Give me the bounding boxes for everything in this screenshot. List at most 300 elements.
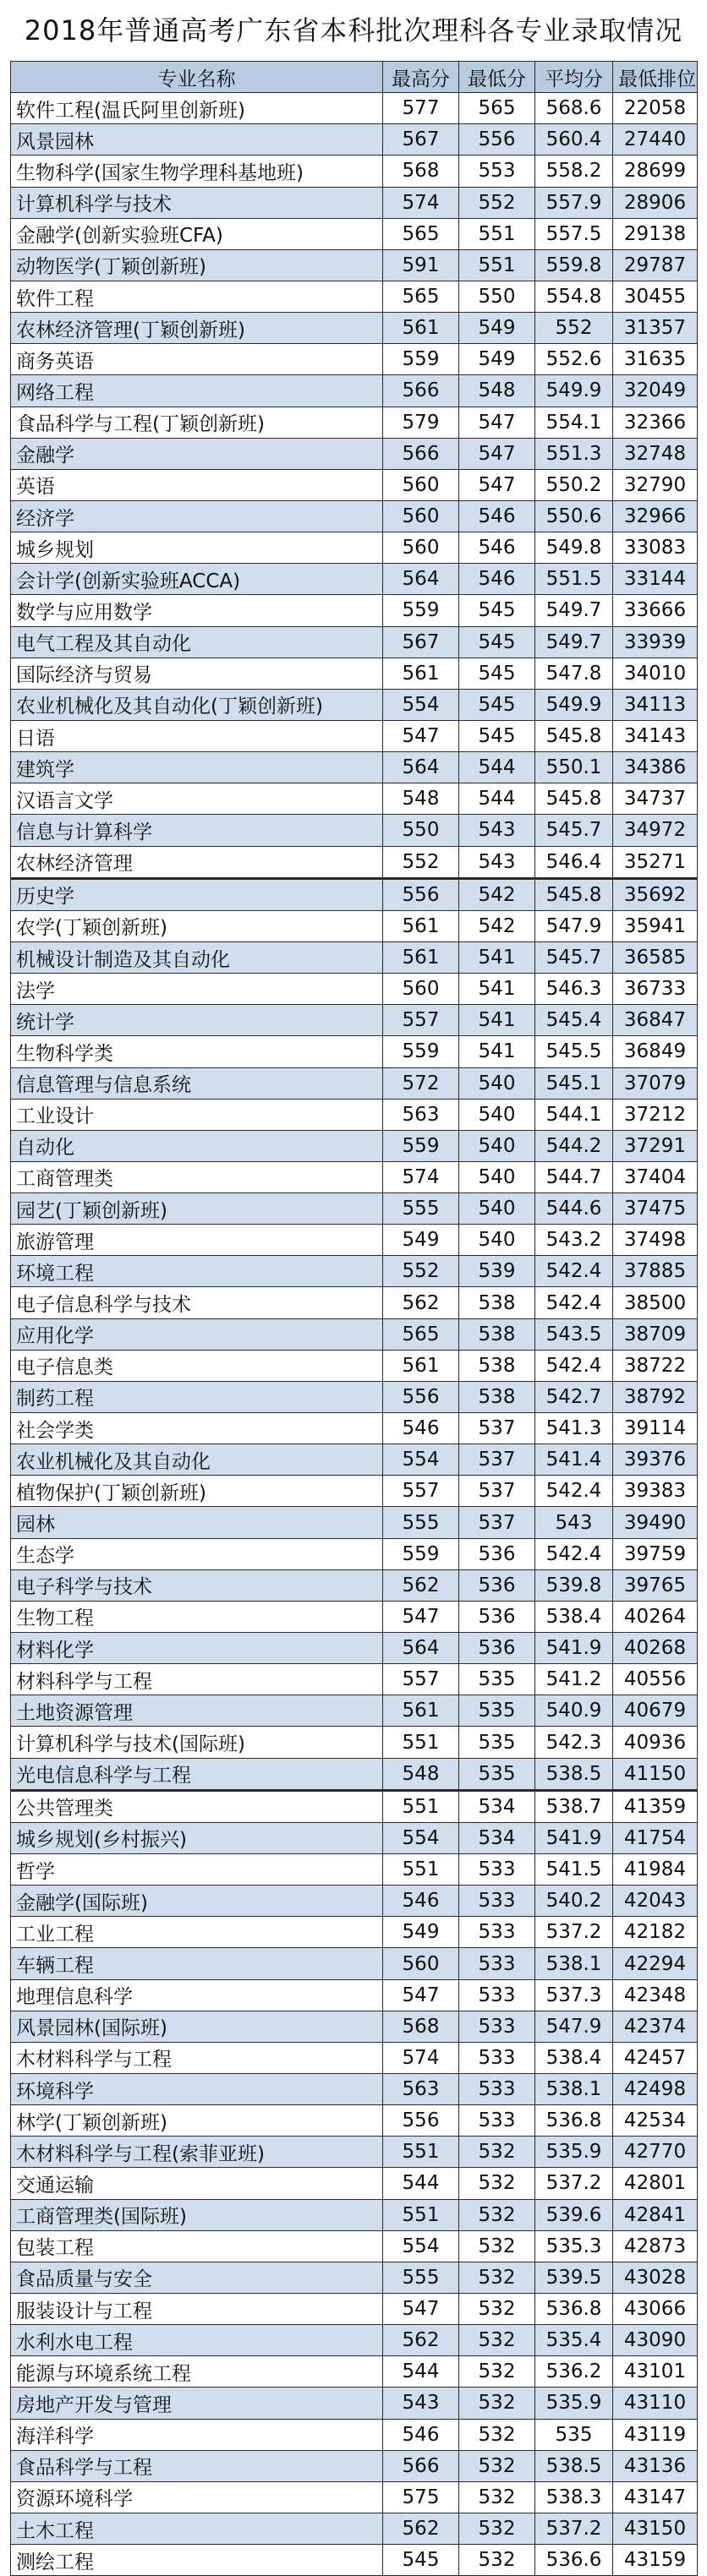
table-row <box>11 2199 698 2230</box>
table-row <box>11 1727 698 1758</box>
cell-min-rank: 42182 <box>613 1917 698 1948</box>
cell-major-name: 自动化 <box>11 1130 383 1161</box>
cell-major-name: 金融学 <box>11 438 383 469</box>
cell-min-score: 536 <box>459 1538 535 1569</box>
table-row <box>11 1695 698 1727</box>
cell-min-rank: 43028 <box>613 2262 698 2293</box>
cell-major-name: 统计学 <box>11 1005 383 1036</box>
cell-major-name: 材料科学与工程 <box>11 1664 383 1695</box>
cell-max-score: 568 <box>383 156 459 187</box>
cell-major-name: 园艺(丁颖创新班) <box>11 1193 383 1225</box>
table-row <box>11 1664 698 1695</box>
table-row <box>11 1948 698 1979</box>
cell-avg-score: 541.5 <box>535 1854 613 1886</box>
cell-max-score: 561 <box>383 1350 459 1381</box>
cell-major-name: 光电信息科学与工程 <box>11 1758 383 1790</box>
table-row <box>11 941 698 973</box>
cell-major-name: 生物科学(国家生物学理科基地班) <box>11 156 383 187</box>
cell-max-score: 579 <box>383 407 459 438</box>
cell-min-rank: 43090 <box>613 2325 698 2356</box>
cell-min-score: 532 <box>459 2450 535 2481</box>
cell-min-score: 532 <box>459 2545 535 2576</box>
cell-max-score: 551 <box>383 1854 459 1886</box>
cell-major-name: 电子信息科学与技术 <box>11 1287 383 1318</box>
cell-max-score: 555 <box>383 1507 459 1538</box>
cell-min-score: 547 <box>459 438 535 469</box>
cell-min-score: 549 <box>459 344 535 375</box>
cell-max-score: 546 <box>383 2419 459 2450</box>
cell-min-rank: 34972 <box>613 815 698 846</box>
cell-min-rank: 35692 <box>613 878 698 910</box>
cell-major-name: 食品质量与安全 <box>11 2262 383 2293</box>
cell-min-rank: 39383 <box>613 1476 698 1507</box>
cell-major-name: 农林经济管理(丁颖创新班) <box>11 313 383 344</box>
cell-min-score: 536 <box>459 1569 535 1601</box>
cell-max-score: 557 <box>383 1005 459 1036</box>
cell-max-score: 574 <box>383 1161 459 1192</box>
cell-major-name: 资源环境科学 <box>11 2481 383 2513</box>
cell-min-score: 541 <box>459 974 535 1005</box>
cell-max-score: 591 <box>383 249 459 281</box>
cell-min-rank: 43101 <box>613 2356 698 2388</box>
cell-major-name: 能源与环境系统工程 <box>11 2356 383 2388</box>
cell-avg-score: 538.4 <box>535 1601 613 1632</box>
cell-avg-score: 537.3 <box>535 1979 613 2011</box>
cell-min-rank: 43136 <box>613 2450 698 2481</box>
cell-major-name: 旅游管理 <box>11 1225 383 1256</box>
cell-avg-score: 535.4 <box>535 2325 613 2356</box>
cell-min-score: 547 <box>459 469 535 500</box>
table-row <box>11 2356 698 2388</box>
cell-min-score: 532 <box>459 2199 535 2230</box>
cell-max-score: 552 <box>383 1256 459 1287</box>
cell-max-score: 556 <box>383 2105 459 2137</box>
table-row <box>11 1161 698 1192</box>
cell-min-score: 537 <box>459 1444 535 1476</box>
cell-major-name: 国际经济与贸易 <box>11 658 383 689</box>
cell-min-rank: 40679 <box>613 1695 698 1727</box>
cell-avg-score: 544.7 <box>535 1161 613 1192</box>
table-row <box>11 469 698 500</box>
cell-avg-score: 535.9 <box>535 2388 613 2419</box>
cell-major-name: 农林经济管理 <box>11 846 383 878</box>
table-body <box>11 93 698 2576</box>
cell-max-score: 556 <box>383 878 459 910</box>
cell-avg-score: 557.9 <box>535 187 613 218</box>
cell-min-rank: 37404 <box>613 1161 698 1192</box>
cell-major-name: 生物科学类 <box>11 1036 383 1067</box>
cell-min-rank: 43147 <box>613 2481 698 2513</box>
cell-major-name: 工商管理类 <box>11 1161 383 1192</box>
cell-max-score: 562 <box>383 2325 459 2356</box>
cell-max-score: 565 <box>383 281 459 312</box>
cell-avg-score: 560.4 <box>535 124 613 156</box>
cell-min-rank: 33666 <box>613 595 698 626</box>
cell-min-score: 550 <box>459 281 535 312</box>
cell-min-rank: 32790 <box>613 469 698 500</box>
cell-avg-score: 538.4 <box>535 2042 613 2073</box>
cell-min-score: 551 <box>459 249 535 281</box>
header-min-score: 最低分 <box>459 62 535 93</box>
cell-major-name: 经济学 <box>11 500 383 532</box>
cell-max-score: 560 <box>383 974 459 1005</box>
cell-min-rank: 29787 <box>613 249 698 281</box>
cell-major-name: 机械设计制造及其自动化 <box>11 941 383 973</box>
cell-max-score: 559 <box>383 595 459 626</box>
cell-major-name: 金融学(创新实验班CFA) <box>11 218 383 249</box>
cell-min-rank: 43066 <box>613 2293 698 2324</box>
cell-max-score: 559 <box>383 344 459 375</box>
cell-avg-score: 543.5 <box>535 1318 613 1350</box>
cell-avg-score: 545.7 <box>535 815 613 846</box>
cell-avg-score: 536.8 <box>535 2105 613 2137</box>
cell-avg-score: 542.4 <box>535 1350 613 1381</box>
cell-min-score: 538 <box>459 1318 535 1350</box>
table-row <box>11 783 698 815</box>
table-row <box>11 2325 698 2356</box>
table-row <box>11 1036 698 1067</box>
cell-min-rank: 37212 <box>613 1099 698 1130</box>
cell-min-score: 565 <box>459 93 535 124</box>
cell-min-score: 545 <box>459 689 535 720</box>
cell-avg-score: 539.6 <box>535 2199 613 2230</box>
cell-max-score: 562 <box>383 1569 459 1601</box>
cell-min-rank: 36733 <box>613 974 698 1005</box>
cell-major-name: 金融学(国际班) <box>11 1886 383 1917</box>
table-row <box>11 878 698 910</box>
cell-major-name: 农业机械化及其自动化(丁颖创新班) <box>11 689 383 720</box>
cell-max-score: 550 <box>383 815 459 846</box>
table-row <box>11 1476 698 1507</box>
cell-major-name: 哲学 <box>11 1854 383 1886</box>
cell-avg-score: 547.9 <box>535 2011 613 2042</box>
cell-major-name: 食品科学与工程(丁颖创新班) <box>11 407 383 438</box>
cell-max-score: 567 <box>383 626 459 658</box>
cell-avg-score: 568.6 <box>535 93 613 124</box>
cell-min-rank: 42294 <box>613 1948 698 1979</box>
cell-min-rank: 42873 <box>613 2230 698 2262</box>
table-row <box>11 156 698 187</box>
cell-min-rank: 42457 <box>613 2042 698 2073</box>
table-row <box>11 1886 698 1917</box>
cell-major-name: 电子信息类 <box>11 1350 383 1381</box>
cell-major-name: 英语 <box>11 469 383 500</box>
cell-avg-score: 545.5 <box>535 1036 613 1067</box>
cell-min-rank: 38722 <box>613 1350 698 1381</box>
cell-min-rank: 37291 <box>613 1130 698 1161</box>
cell-min-score: 541 <box>459 1005 535 1036</box>
cell-avg-score: 550.2 <box>535 469 613 500</box>
cell-max-score: 564 <box>383 1633 459 1664</box>
cell-avg-score: 552.6 <box>535 344 613 375</box>
table-row <box>11 93 698 124</box>
cell-major-name: 信息与计算科学 <box>11 815 383 846</box>
cell-avg-score: 546.3 <box>535 974 613 1005</box>
cell-major-name: 汉语言文学 <box>11 783 383 815</box>
table-row <box>11 595 698 626</box>
cell-major-name: 城乡规划(乡村振兴) <box>11 1822 383 1853</box>
cell-min-score: 534 <box>459 1790 535 1822</box>
cell-min-rank: 43119 <box>613 2419 698 2450</box>
cell-avg-score: 538.1 <box>535 2074 613 2105</box>
cell-min-score: 552 <box>459 187 535 218</box>
table-row <box>11 1381 698 1412</box>
cell-min-score: 545 <box>459 720 535 751</box>
cell-major-name: 海洋科学 <box>11 2419 383 2450</box>
cell-major-name: 城乡规划 <box>11 532 383 564</box>
cell-avg-score: 539.5 <box>535 2262 613 2293</box>
cell-avg-score: 544.6 <box>535 1193 613 1225</box>
cell-major-name: 网络工程 <box>11 375 383 407</box>
cell-max-score: 559 <box>383 1538 459 1569</box>
cell-min-rank: 40268 <box>613 1633 698 1664</box>
cell-avg-score: 550.1 <box>535 752 613 783</box>
cell-min-score: 532 <box>459 2230 535 2262</box>
table-row <box>11 438 698 469</box>
cell-min-score: 533 <box>459 1917 535 1948</box>
cell-max-score: 563 <box>383 1099 459 1130</box>
table-row <box>11 910 698 941</box>
cell-avg-score: 536.8 <box>535 2293 613 2324</box>
table-row <box>11 752 698 783</box>
cell-avg-score: 547.8 <box>535 658 613 689</box>
cell-max-score: 564 <box>383 564 459 595</box>
cell-min-rank: 42801 <box>613 2168 698 2199</box>
cell-major-name: 测绘工程 <box>11 2545 383 2576</box>
cell-min-score: 532 <box>459 2513 535 2544</box>
cell-max-score: 574 <box>383 187 459 218</box>
cell-min-score: 542 <box>459 878 535 910</box>
cell-max-score: 555 <box>383 1193 459 1225</box>
table-row <box>11 1193 698 1225</box>
cell-avg-score: 547.9 <box>535 910 613 941</box>
cell-avg-score: 544.1 <box>535 1099 613 1130</box>
cell-avg-score: 535.3 <box>535 2230 613 2262</box>
cell-max-score: 549 <box>383 1917 459 1948</box>
cell-min-rank: 31357 <box>613 313 698 344</box>
cell-min-rank: 37475 <box>613 1193 698 1225</box>
cell-min-score: 535 <box>459 1758 535 1790</box>
cell-major-name: 数学与应用数学 <box>11 595 383 626</box>
cell-major-name: 园林 <box>11 1507 383 1538</box>
cell-max-score: 565 <box>383 1318 459 1350</box>
cell-major-name: 公共管理类 <box>11 1790 383 1822</box>
cell-min-score: 549 <box>459 313 535 344</box>
cell-min-rank: 22058 <box>613 93 698 124</box>
table-row <box>11 2481 698 2513</box>
cell-min-score: 545 <box>459 658 535 689</box>
cell-min-rank: 37885 <box>613 1256 698 1287</box>
cell-major-name: 环境工程 <box>11 1256 383 1287</box>
table-row <box>11 815 698 846</box>
table-row <box>11 1507 698 1538</box>
cell-max-score: 557 <box>383 1476 459 1507</box>
cell-avg-score: 545.7 <box>535 941 613 973</box>
cell-major-name: 电子科学与技术 <box>11 1569 383 1601</box>
table-row <box>11 500 698 532</box>
cell-min-score: 540 <box>459 1225 535 1256</box>
cell-major-name: 木材料科学与工程 <box>11 2042 383 2073</box>
table-row <box>11 344 698 375</box>
cell-max-score: 564 <box>383 752 459 783</box>
cell-min-rank: 31635 <box>613 344 698 375</box>
table-row <box>11 2450 698 2481</box>
cell-major-name: 信息管理与信息系统 <box>11 1067 383 1099</box>
cell-avg-score: 536.6 <box>535 2545 613 2576</box>
cell-major-name: 日语 <box>11 720 383 751</box>
table-row <box>11 1979 698 2011</box>
cell-min-score: 537 <box>459 1413 535 1444</box>
cell-major-name: 历史学 <box>11 878 383 910</box>
cell-avg-score: 542.4 <box>535 1538 613 1569</box>
cell-min-score: 536 <box>459 1633 535 1664</box>
cell-major-name: 包装工程 <box>11 2230 383 2262</box>
cell-max-score: 559 <box>383 1130 459 1161</box>
cell-min-score: 542 <box>459 910 535 941</box>
cell-min-rank: 36847 <box>613 1005 698 1036</box>
cell-avg-score: 550.6 <box>535 500 613 532</box>
cell-max-score: 560 <box>383 1948 459 1979</box>
cell-min-rank: 28699 <box>613 156 698 187</box>
cell-min-rank: 34143 <box>613 720 698 751</box>
cell-min-rank: 33144 <box>613 564 698 595</box>
cell-major-name: 材料化学 <box>11 1633 383 1664</box>
cell-max-score: 565 <box>383 218 459 249</box>
cell-min-rank: 38792 <box>613 1381 698 1412</box>
table-row <box>11 375 698 407</box>
cell-min-rank: 32748 <box>613 438 698 469</box>
cell-min-rank: 39759 <box>613 1538 698 1569</box>
cell-max-score: 562 <box>383 2513 459 2544</box>
cell-avg-score: 546.4 <box>535 846 613 878</box>
header-max-score: 最高分 <box>383 62 459 93</box>
table-row <box>11 2262 698 2293</box>
cell-max-score: 548 <box>383 1758 459 1790</box>
cell-avg-score: 542.4 <box>535 1287 613 1318</box>
cell-min-score: 539 <box>459 1256 535 1287</box>
cell-min-score: 540 <box>459 1130 535 1161</box>
cell-avg-score: 541.2 <box>535 1664 613 1695</box>
cell-avg-score: 541.3 <box>535 1413 613 1444</box>
cell-avg-score: 537.2 <box>535 2513 613 2544</box>
cell-min-rank: 28906 <box>613 187 698 218</box>
cell-max-score: 543 <box>383 2388 459 2419</box>
cell-min-score: 533 <box>459 1854 535 1886</box>
table-row <box>11 1350 698 1381</box>
cell-min-rank: 42043 <box>613 1886 698 1917</box>
cell-max-score: 551 <box>383 2199 459 2230</box>
cell-major-name: 木材料科学与工程(索菲亚班) <box>11 2137 383 2168</box>
cell-min-score: 548 <box>459 375 535 407</box>
cell-max-score: 561 <box>383 941 459 973</box>
cell-min-rank: 42348 <box>613 1979 698 2011</box>
cell-max-score: 546 <box>383 1413 459 1444</box>
cell-min-score: 556 <box>459 124 535 156</box>
cell-min-rank: 42534 <box>613 2105 698 2137</box>
cell-major-name: 电气工程及其自动化 <box>11 626 383 658</box>
cell-avg-score: 552 <box>535 313 613 344</box>
cell-min-score: 553 <box>459 156 535 187</box>
cell-min-rank: 39114 <box>613 1413 698 1444</box>
cell-max-score: 555 <box>383 2262 459 2293</box>
table-row <box>11 1287 698 1318</box>
table-row <box>11 2105 698 2137</box>
cell-avg-score: 549.9 <box>535 689 613 720</box>
cell-avg-score: 538.7 <box>535 1790 613 1822</box>
cell-major-name: 工业工程 <box>11 1917 383 1948</box>
cell-avg-score: 542.4 <box>535 1476 613 1507</box>
cell-min-rank: 38709 <box>613 1318 698 1350</box>
header-avg-score: 平均分 <box>535 62 613 93</box>
cell-min-rank: 42841 <box>613 2199 698 2230</box>
table-row <box>11 974 698 1005</box>
cell-max-score: 544 <box>383 2168 459 2199</box>
cell-max-score: 567 <box>383 124 459 156</box>
cell-min-rank: 39490 <box>613 1507 698 1538</box>
table-row <box>11 1917 698 1948</box>
cell-min-score: 535 <box>459 1727 535 1758</box>
cell-avg-score: 535.9 <box>535 2137 613 2168</box>
cell-min-score: 546 <box>459 564 535 595</box>
cell-min-score: 538 <box>459 1287 535 1318</box>
cell-major-name: 商务英语 <box>11 344 383 375</box>
cell-avg-score: 545.1 <box>535 1067 613 1099</box>
cell-avg-score: 540.9 <box>535 1695 613 1727</box>
admission-table-wrapper <box>10 61 697 2576</box>
cell-max-score: 560 <box>383 500 459 532</box>
table-row <box>11 313 698 344</box>
cell-max-score: 561 <box>383 1695 459 1727</box>
cell-min-rank: 41359 <box>613 1790 698 1822</box>
cell-min-score: 551 <box>459 218 535 249</box>
cell-major-name: 生态学 <box>11 1538 383 1569</box>
cell-max-score: 572 <box>383 1067 459 1099</box>
cell-major-name: 应用化学 <box>11 1318 383 1350</box>
cell-major-name: 土地资源管理 <box>11 1695 383 1727</box>
table-row <box>11 658 698 689</box>
table-row <box>11 626 698 658</box>
cell-major-name: 软件工程 <box>11 281 383 312</box>
cell-avg-score: 551.5 <box>535 564 613 595</box>
table-row <box>11 1256 698 1287</box>
cell-min-rank: 43150 <box>613 2513 698 2544</box>
table-row <box>11 1225 698 1256</box>
cell-min-score: 540 <box>459 1161 535 1192</box>
cell-min-score: 541 <box>459 1036 535 1067</box>
cell-max-score: 544 <box>383 2356 459 2388</box>
cell-min-rank: 41754 <box>613 1822 698 1853</box>
cell-max-score: 549 <box>383 1225 459 1256</box>
cell-max-score: 566 <box>383 438 459 469</box>
table-row <box>11 2419 698 2450</box>
cell-major-name: 交通运输 <box>11 2168 383 2199</box>
cell-min-rank: 43159 <box>613 2545 698 2576</box>
table-row <box>11 407 698 438</box>
cell-min-score: 533 <box>459 1979 535 2011</box>
cell-min-score: 545 <box>459 595 535 626</box>
header-min-rank: 最低排位 <box>613 62 698 93</box>
cell-major-name: 植物保护(丁颖创新班) <box>11 1476 383 1507</box>
cell-major-name: 社会学类 <box>11 1413 383 1444</box>
cell-min-rank: 42498 <box>613 2074 698 2105</box>
cell-max-score: 563 <box>383 2074 459 2105</box>
cell-min-rank: 37498 <box>613 1225 698 1256</box>
cell-max-score: 551 <box>383 1727 459 1758</box>
page-title: 2018年普通高考广东省本科批次理科各专业录取情况 <box>24 14 683 46</box>
cell-max-score: 554 <box>383 689 459 720</box>
cell-avg-score: 543.2 <box>535 1225 613 1256</box>
table-row <box>11 720 698 751</box>
